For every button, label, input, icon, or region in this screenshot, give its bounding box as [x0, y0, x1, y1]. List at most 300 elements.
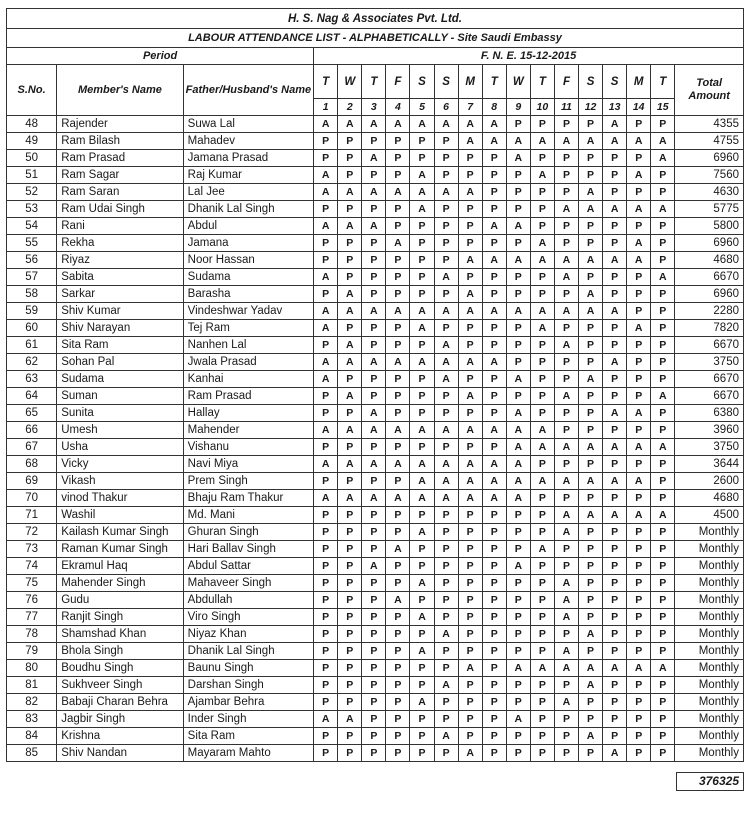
attendance-mark: P — [627, 354, 651, 371]
attendance-mark: P — [338, 371, 362, 388]
table-row — [7, 218, 744, 235]
attendance-mark: P — [338, 252, 362, 269]
attendance-mark: A — [338, 337, 362, 354]
serial-number: 74 — [7, 558, 57, 575]
table-row — [7, 558, 744, 575]
serial-number: 48 — [7, 116, 57, 133]
attendance-mark: P — [386, 405, 410, 422]
attendance-mark: P — [603, 456, 627, 473]
attendance-mark: P — [386, 524, 410, 541]
attendance-mark: P — [482, 371, 506, 388]
attendance-mark: P — [603, 218, 627, 235]
attendance-mark: A — [530, 660, 554, 677]
attendance-mark: P — [627, 609, 651, 626]
table-row — [7, 609, 744, 626]
attendance-mark: P — [458, 558, 482, 575]
attendance-mark: A — [603, 133, 627, 150]
father-name: Jamana Prasad — [183, 150, 313, 167]
member-name: Jagbir Singh — [57, 711, 183, 728]
member-name: Usha — [57, 439, 183, 456]
total-amount: Monthly — [675, 558, 744, 575]
father-name: Baunu Singh — [183, 660, 313, 677]
attendance-mark: P — [627, 269, 651, 286]
attendance-mark: P — [579, 405, 603, 422]
attendance-mark: P — [458, 728, 482, 745]
member-name: Kailash Kumar Singh — [57, 524, 183, 541]
attendance-mark: A — [530, 133, 554, 150]
day-header: W — [338, 65, 362, 99]
attendance-mark: A — [386, 456, 410, 473]
attendance-mark: A — [482, 218, 506, 235]
table-row — [7, 320, 744, 337]
attendance-mark: A — [579, 303, 603, 320]
attendance-mark: P — [314, 150, 338, 167]
attendance-mark: A — [554, 252, 578, 269]
attendance-mark: P — [651, 354, 675, 371]
attendance-mark: A — [362, 354, 386, 371]
attendance-mark: P — [530, 456, 554, 473]
attendance-mark: P — [627, 116, 651, 133]
date-header: 6 — [434, 99, 458, 116]
attendance-mark: A — [314, 490, 338, 507]
table-row — [7, 150, 744, 167]
attendance-mark: P — [362, 524, 386, 541]
attendance-mark: P — [651, 677, 675, 694]
attendance-mark: P — [386, 133, 410, 150]
total-amount: 3644 — [675, 456, 744, 473]
attendance-mark: P — [603, 388, 627, 405]
attendance-mark: P — [434, 388, 458, 405]
attendance-mark: P — [362, 473, 386, 490]
member-name: Shiv Narayan — [57, 320, 183, 337]
attendance-mark: P — [458, 405, 482, 422]
attendance-mark: P — [410, 439, 434, 456]
table-row — [7, 371, 744, 388]
attendance-mark: A — [579, 660, 603, 677]
attendance-sheet — [6, 8, 744, 788]
date-header: 1 — [314, 99, 338, 116]
attendance-mark: A — [506, 252, 530, 269]
total-amount: Monthly — [675, 575, 744, 592]
attendance-mark: P — [338, 558, 362, 575]
attendance-mark: P — [506, 541, 530, 558]
attendance-mark: P — [338, 745, 362, 762]
attendance-mark: A — [410, 116, 434, 133]
period-label: Period — [7, 48, 314, 65]
total-amount: 3960 — [675, 422, 744, 439]
attendance-mark: A — [338, 354, 362, 371]
attendance-mark: A — [603, 116, 627, 133]
attendance-mark: A — [434, 677, 458, 694]
attendance-mark: P — [458, 677, 482, 694]
table-row — [7, 473, 744, 490]
serial-number: 50 — [7, 150, 57, 167]
attendance-mark: P — [434, 507, 458, 524]
total-amount: 6380 — [675, 405, 744, 422]
attendance-mark: P — [434, 575, 458, 592]
attendance-mark: P — [362, 626, 386, 643]
attendance-mark: A — [314, 320, 338, 337]
attendance-mark: P — [651, 218, 675, 235]
total-amount: 6670 — [675, 269, 744, 286]
attendance-mark: A — [603, 354, 627, 371]
attendance-mark: P — [386, 286, 410, 303]
attendance-mark: A — [554, 269, 578, 286]
attendance-mark: A — [506, 371, 530, 388]
attendance-mark: P — [603, 150, 627, 167]
serial-number: 62 — [7, 354, 57, 371]
father-name: Tej Ram — [183, 320, 313, 337]
member-name: Ram Saran — [57, 184, 183, 201]
attendance-mark: P — [386, 150, 410, 167]
attendance-mark: P — [410, 728, 434, 745]
serial-number: 68 — [7, 456, 57, 473]
attendance-mark: P — [506, 592, 530, 609]
attendance-mark: P — [386, 439, 410, 456]
attendance-mark: P — [458, 592, 482, 609]
date-header: 9 — [506, 99, 530, 116]
serial-number: 63 — [7, 371, 57, 388]
attendance-mark: P — [314, 745, 338, 762]
attendance-mark: P — [314, 728, 338, 745]
attendance-mark: P — [386, 218, 410, 235]
attendance-mark: P — [482, 524, 506, 541]
attendance-mark: A — [314, 303, 338, 320]
attendance-mark: A — [458, 354, 482, 371]
attendance-mark: A — [554, 575, 578, 592]
attendance-mark: P — [579, 694, 603, 711]
attendance-mark: P — [482, 235, 506, 252]
attendance-mark: P — [530, 354, 554, 371]
member-name: Raman Kumar Singh — [57, 541, 183, 558]
attendance-mark: P — [434, 541, 458, 558]
total-amount: 2600 — [675, 473, 744, 490]
attendance-mark: A — [627, 201, 651, 218]
attendance-mark: P — [362, 745, 386, 762]
member-name: Shamshad Khan — [57, 626, 183, 643]
attendance-mark: P — [362, 133, 386, 150]
attendance-mark: P — [362, 269, 386, 286]
day-header: T — [530, 65, 554, 99]
attendance-mark: P — [603, 677, 627, 694]
attendance-mark: A — [506, 439, 530, 456]
day-header: T — [482, 65, 506, 99]
attendance-mark: P — [314, 626, 338, 643]
attendance-mark: P — [603, 490, 627, 507]
attendance-mark: A — [434, 626, 458, 643]
attendance-mark: P — [651, 303, 675, 320]
member-name: Washil — [57, 507, 183, 524]
table-row — [7, 269, 744, 286]
attendance-mark: A — [434, 422, 458, 439]
attendance-mark: A — [482, 116, 506, 133]
attendance-mark: A — [554, 201, 578, 218]
attendance-mark: A — [530, 422, 554, 439]
attendance-mark: A — [386, 592, 410, 609]
attendance-mark: P — [651, 337, 675, 354]
serial-number: 79 — [7, 643, 57, 660]
attendance-mark: P — [434, 201, 458, 218]
attendance-mark: A — [410, 456, 434, 473]
attendance-mark: P — [651, 252, 675, 269]
serial-number: 54 — [7, 218, 57, 235]
member-name: Ram Prasad — [57, 150, 183, 167]
attendance-mark: P — [434, 405, 458, 422]
attendance-mark: P — [603, 167, 627, 184]
father-name: Vindeshwar Yadav — [183, 303, 313, 320]
attendance-mark: A — [579, 201, 603, 218]
attendance-mark: A — [506, 303, 530, 320]
attendance-mark: A — [627, 320, 651, 337]
attendance-mark: P — [338, 728, 362, 745]
attendance-mark: P — [458, 201, 482, 218]
attendance-mark: A — [651, 439, 675, 456]
serial-number: 58 — [7, 286, 57, 303]
attendance-mark: P — [627, 728, 651, 745]
father-name: Abdullah — [183, 592, 313, 609]
table-row — [7, 354, 744, 371]
father-name: Ajambar Behra — [183, 694, 313, 711]
attendance-mark: A — [554, 592, 578, 609]
father-name: Hallay — [183, 405, 313, 422]
attendance-mark: P — [362, 643, 386, 660]
total-amount: 6960 — [675, 235, 744, 252]
attendance-mark: P — [434, 558, 458, 575]
attendance-mark: P — [651, 558, 675, 575]
member-name: Rani — [57, 218, 183, 235]
attendance-mark: P — [603, 337, 627, 354]
attendance-mark: A — [458, 184, 482, 201]
attendance-mark: P — [458, 150, 482, 167]
attendance-mark: A — [530, 235, 554, 252]
father-name: Lal Jee — [183, 184, 313, 201]
attendance-mark: P — [314, 252, 338, 269]
attendance-mark: P — [554, 235, 578, 252]
attendance-mark: P — [530, 626, 554, 643]
attendance-mark: P — [362, 388, 386, 405]
total-amount: Monthly — [675, 711, 744, 728]
attendance-mark: A — [362, 422, 386, 439]
attendance-mark: P — [410, 592, 434, 609]
attendance-mark: P — [458, 167, 482, 184]
table-row — [7, 456, 744, 473]
total-amount: Monthly — [675, 677, 744, 694]
attendance-mark: P — [554, 218, 578, 235]
day-header: T — [651, 65, 675, 99]
serial-number: 70 — [7, 490, 57, 507]
attendance-mark: A — [554, 388, 578, 405]
attendance-mark: A — [410, 201, 434, 218]
attendance-mark: P — [410, 269, 434, 286]
member-name: Ram Sagar — [57, 167, 183, 184]
attendance-mark: A — [530, 320, 554, 337]
table-row — [7, 626, 744, 643]
attendance-mark: A — [434, 269, 458, 286]
attendance-mark: P — [627, 490, 651, 507]
attendance-mark: A — [579, 728, 603, 745]
attendance-mark: P — [362, 235, 386, 252]
day-header: S — [603, 65, 627, 99]
total-amount: 6670 — [675, 337, 744, 354]
attendance-mark: P — [603, 643, 627, 660]
attendance-mark: A — [603, 745, 627, 762]
attendance-mark: A — [386, 354, 410, 371]
attendance-mark: P — [314, 473, 338, 490]
serial-number: 75 — [7, 575, 57, 592]
attendance-mark: P — [579, 711, 603, 728]
attendance-mark: P — [482, 728, 506, 745]
table-row — [7, 728, 744, 745]
attendance-mark: A — [530, 473, 554, 490]
attendance-mark: A — [338, 116, 362, 133]
attendance-mark: P — [314, 507, 338, 524]
table-row — [7, 694, 744, 711]
attendance-mark: A — [554, 303, 578, 320]
attendance-mark: P — [651, 320, 675, 337]
attendance-mark: P — [386, 677, 410, 694]
day-header: T — [362, 65, 386, 99]
attendance-mark: A — [410, 184, 434, 201]
attendance-mark: A — [458, 252, 482, 269]
attendance-mark: A — [338, 303, 362, 320]
attendance-mark: P — [314, 558, 338, 575]
attendance-mark: P — [579, 558, 603, 575]
father-name: Darshan Singh — [183, 677, 313, 694]
total-amount: Monthly — [675, 609, 744, 626]
attendance-mark: P — [434, 286, 458, 303]
attendance-mark: P — [386, 473, 410, 490]
member-name: Vikash — [57, 473, 183, 490]
attendance-mark: P — [627, 303, 651, 320]
attendance-mark: P — [458, 524, 482, 541]
attendance-mark: P — [386, 337, 410, 354]
attendance-mark: P — [386, 269, 410, 286]
attendance-mark: P — [482, 643, 506, 660]
attendance-mark: P — [434, 167, 458, 184]
attendance-mark: P — [554, 150, 578, 167]
total-amount: 5775 — [675, 201, 744, 218]
attendance-mark: A — [579, 626, 603, 643]
attendance-mark: P — [506, 507, 530, 524]
serial-number: 66 — [7, 422, 57, 439]
attendance-mark: A — [603, 303, 627, 320]
attendance-mark: P — [627, 422, 651, 439]
attendance-mark: P — [482, 694, 506, 711]
attendance-mark: A — [530, 167, 554, 184]
attendance-mark: A — [651, 388, 675, 405]
attendance-mark: P — [530, 286, 554, 303]
member-name: Shiv Nandan — [57, 745, 183, 762]
attendance-mark: P — [506, 524, 530, 541]
attendance-mark: P — [362, 575, 386, 592]
total-amount: 2280 — [675, 303, 744, 320]
attendance-mark: P — [530, 150, 554, 167]
attendance-mark: P — [579, 643, 603, 660]
attendance-mark: P — [338, 133, 362, 150]
attendance-mark: A — [579, 473, 603, 490]
table-row — [7, 252, 744, 269]
attendance-mark: P — [506, 320, 530, 337]
father-name: Barasha — [183, 286, 313, 303]
attendance-mark: P — [434, 252, 458, 269]
attendance-mark: P — [386, 660, 410, 677]
attendance-mark: A — [410, 524, 434, 541]
attendance-mark: P — [410, 626, 434, 643]
attendance-mark: A — [603, 660, 627, 677]
attendance-mark: P — [458, 235, 482, 252]
attendance-mark: P — [338, 150, 362, 167]
member-name: Rekha — [57, 235, 183, 252]
attendance-mark: P — [530, 269, 554, 286]
attendance-mark: P — [338, 201, 362, 218]
father-name: Sudama — [183, 269, 313, 286]
attendance-mark: A — [458, 286, 482, 303]
attendance-mark: P — [627, 388, 651, 405]
attendance-mark: P — [627, 694, 651, 711]
serial-number: 83 — [7, 711, 57, 728]
serial-number: 84 — [7, 728, 57, 745]
attendance-mark: P — [386, 320, 410, 337]
serial-number: 78 — [7, 626, 57, 643]
attendance-mark: P — [338, 405, 362, 422]
attendance-mark: P — [651, 286, 675, 303]
attendance-mark: P — [554, 541, 578, 558]
father-name: Kanhai — [183, 371, 313, 388]
attendance-mark: A — [579, 252, 603, 269]
attendance-mark: A — [314, 711, 338, 728]
attendance-mark: P — [603, 371, 627, 388]
attendance-mark: P — [458, 643, 482, 660]
father-name: Mahaveer Singh — [183, 575, 313, 592]
attendance-mark: A — [482, 490, 506, 507]
serial-number: 71 — [7, 507, 57, 524]
attendance-mark: P — [386, 711, 410, 728]
attendance-mark: P — [579, 745, 603, 762]
attendance-mark: A — [506, 558, 530, 575]
attendance-mark: P — [338, 439, 362, 456]
table-row — [7, 711, 744, 728]
attendance-mark: A — [434, 371, 458, 388]
attendance-mark: P — [603, 575, 627, 592]
attendance-mark: A — [338, 422, 362, 439]
attendance-mark: P — [603, 541, 627, 558]
attendance-mark: P — [314, 694, 338, 711]
attendance-mark: A — [603, 473, 627, 490]
attendance-mark: A — [554, 439, 578, 456]
sno-header: S.No. — [7, 65, 57, 116]
total-amount: 5800 — [675, 218, 744, 235]
attendance-mark: P — [627, 286, 651, 303]
attendance-mark: P — [651, 541, 675, 558]
father-name: Inder Singh — [183, 711, 313, 728]
date-header: 12 — [579, 99, 603, 116]
attendance-mark: A — [482, 252, 506, 269]
father-name: Prem Singh — [183, 473, 313, 490]
attendance-mark: A — [458, 473, 482, 490]
attendance-mark: A — [386, 116, 410, 133]
attendance-mark: P — [482, 150, 506, 167]
attendance-mark: P — [627, 371, 651, 388]
attendance-mark: P — [314, 235, 338, 252]
member-name: Ram Bilash — [57, 133, 183, 150]
attendance-mark: P — [338, 643, 362, 660]
attendance-mark: A — [530, 303, 554, 320]
list-subtitle: LABOUR ATTENDANCE LIST - ALPHABETICALLY - Site Saudi Embassy — [7, 29, 744, 48]
attendance-mark: A — [627, 405, 651, 422]
attendance-mark: P — [338, 592, 362, 609]
attendance-mark: P — [506, 116, 530, 133]
attendance-mark: P — [482, 184, 506, 201]
